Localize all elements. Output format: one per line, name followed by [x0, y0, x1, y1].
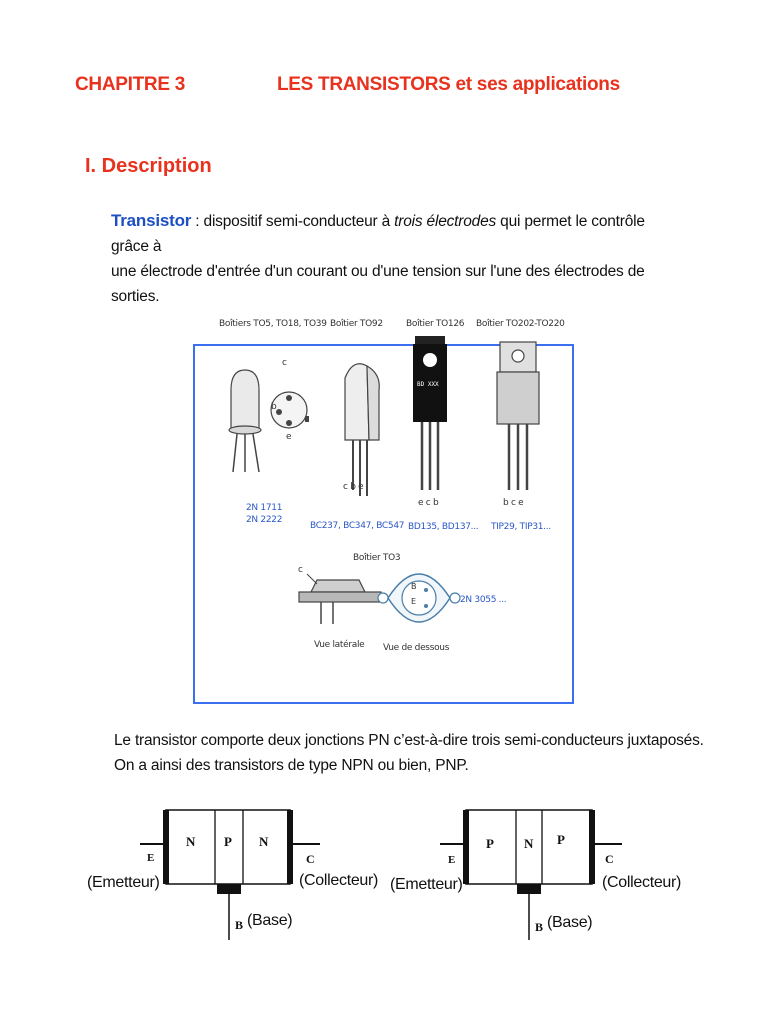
- npn-diagram: [140, 810, 320, 940]
- to5-part-1: 2N 1711: [246, 503, 283, 513]
- to126-marking: BD XXX: [417, 381, 439, 388]
- pnp-region-2: N: [524, 836, 534, 851]
- pnp-c: C: [605, 852, 614, 866]
- pnp-region-3: P: [557, 832, 565, 847]
- section-title: I. Description: [85, 155, 212, 177]
- to3-side-view-label: Vue latérale: [314, 640, 365, 650]
- pnp-diagram: [440, 810, 622, 940]
- definition-paragraph: [111, 208, 671, 309]
- definition-line-2: une électrode d'entrée d'un courant ou d'une tension sur l'une des électrodes de sorties.: [111, 263, 645, 305]
- chapter-number: CHAPITRE 3: [75, 74, 185, 95]
- pnp-collector-label: (Collecteur): [602, 874, 682, 891]
- junction-paragraph: [114, 728, 714, 778]
- to92-package-icon: [345, 364, 379, 496]
- to126-pins: e c b: [418, 498, 439, 508]
- npn-region-1: N: [186, 834, 196, 849]
- definition-part1: : dispositif semi-conducteur à: [191, 213, 395, 230]
- header-to220: Boîtier TO202-TO220: [476, 319, 565, 329]
- definition-term: Transistor: [111, 211, 192, 230]
- to5-part-2: 2N 2222: [246, 515, 283, 525]
- npn-region-3: N: [259, 834, 269, 849]
- to3-part: 2N 3055 ...: [460, 595, 507, 605]
- to3-pin-c: c: [298, 565, 303, 575]
- definition-part2: qui permet le contrôle grâce à: [111, 213, 645, 255]
- header-to5: Boîtiers TO5, TO18, TO39: [219, 319, 327, 329]
- to3-bottom-view-icon: [378, 574, 460, 622]
- npn-e: E: [147, 852, 155, 864]
- to5-pin-c: c: [282, 358, 287, 368]
- to5-package-icon: [229, 370, 309, 472]
- to220-parts: TIP29, TIP31...: [491, 522, 551, 532]
- pnp-base-label: (Base): [547, 914, 593, 931]
- pnp-e: E: [448, 854, 456, 866]
- junction-line-2: On a ainsi des transistors de type NPN ou bien, PNP.: [114, 757, 469, 774]
- to3-side-view-icon: [299, 574, 381, 624]
- chapter-title: LES TRANSISTORS et ses applications: [277, 74, 620, 95]
- definition-italic: trois électrodes: [394, 213, 497, 230]
- pnp-region-1: P: [486, 836, 494, 851]
- definition-line-1: [111, 208, 671, 259]
- to220-pins: b c e: [503, 498, 524, 508]
- npn-c: C: [306, 852, 315, 866]
- to5-pin-b: b: [271, 402, 277, 412]
- header-to126: Boîtier TO126: [406, 319, 465, 329]
- to220-package-icon: [497, 342, 539, 490]
- pnp-emitter-label: (Emetteur): [390, 876, 463, 893]
- to3-bottom-view-label: Vue de dessous: [383, 643, 450, 653]
- to126-parts: BD135, BD137...: [408, 522, 479, 532]
- to92-pins: c b e: [343, 482, 364, 492]
- npn-base-label: (Base): [247, 912, 293, 929]
- to3-pin-e: E: [411, 597, 416, 606]
- to3-pin-b: B: [411, 582, 417, 591]
- to3-header: Boîtier TO3: [353, 553, 401, 563]
- to92-parts: BC237, BC347, BC547: [310, 521, 405, 531]
- header-to92: Boîtier TO92: [330, 319, 383, 329]
- npn-region-2: P: [224, 834, 232, 849]
- npn-b: B: [235, 918, 244, 932]
- to126-package-icon: [413, 336, 447, 490]
- pnp-b: B: [535, 920, 544, 934]
- npn-emitter-label: (Emetteur): [87, 874, 160, 891]
- to5-pin-e: e: [286, 432, 292, 442]
- junction-line-1: Le transistor comporte deux jonctions PN c’est-à-dire trois semi-conducteurs juxtaposés.: [114, 732, 704, 749]
- npn-collector-label: (Collecteur): [299, 872, 379, 889]
